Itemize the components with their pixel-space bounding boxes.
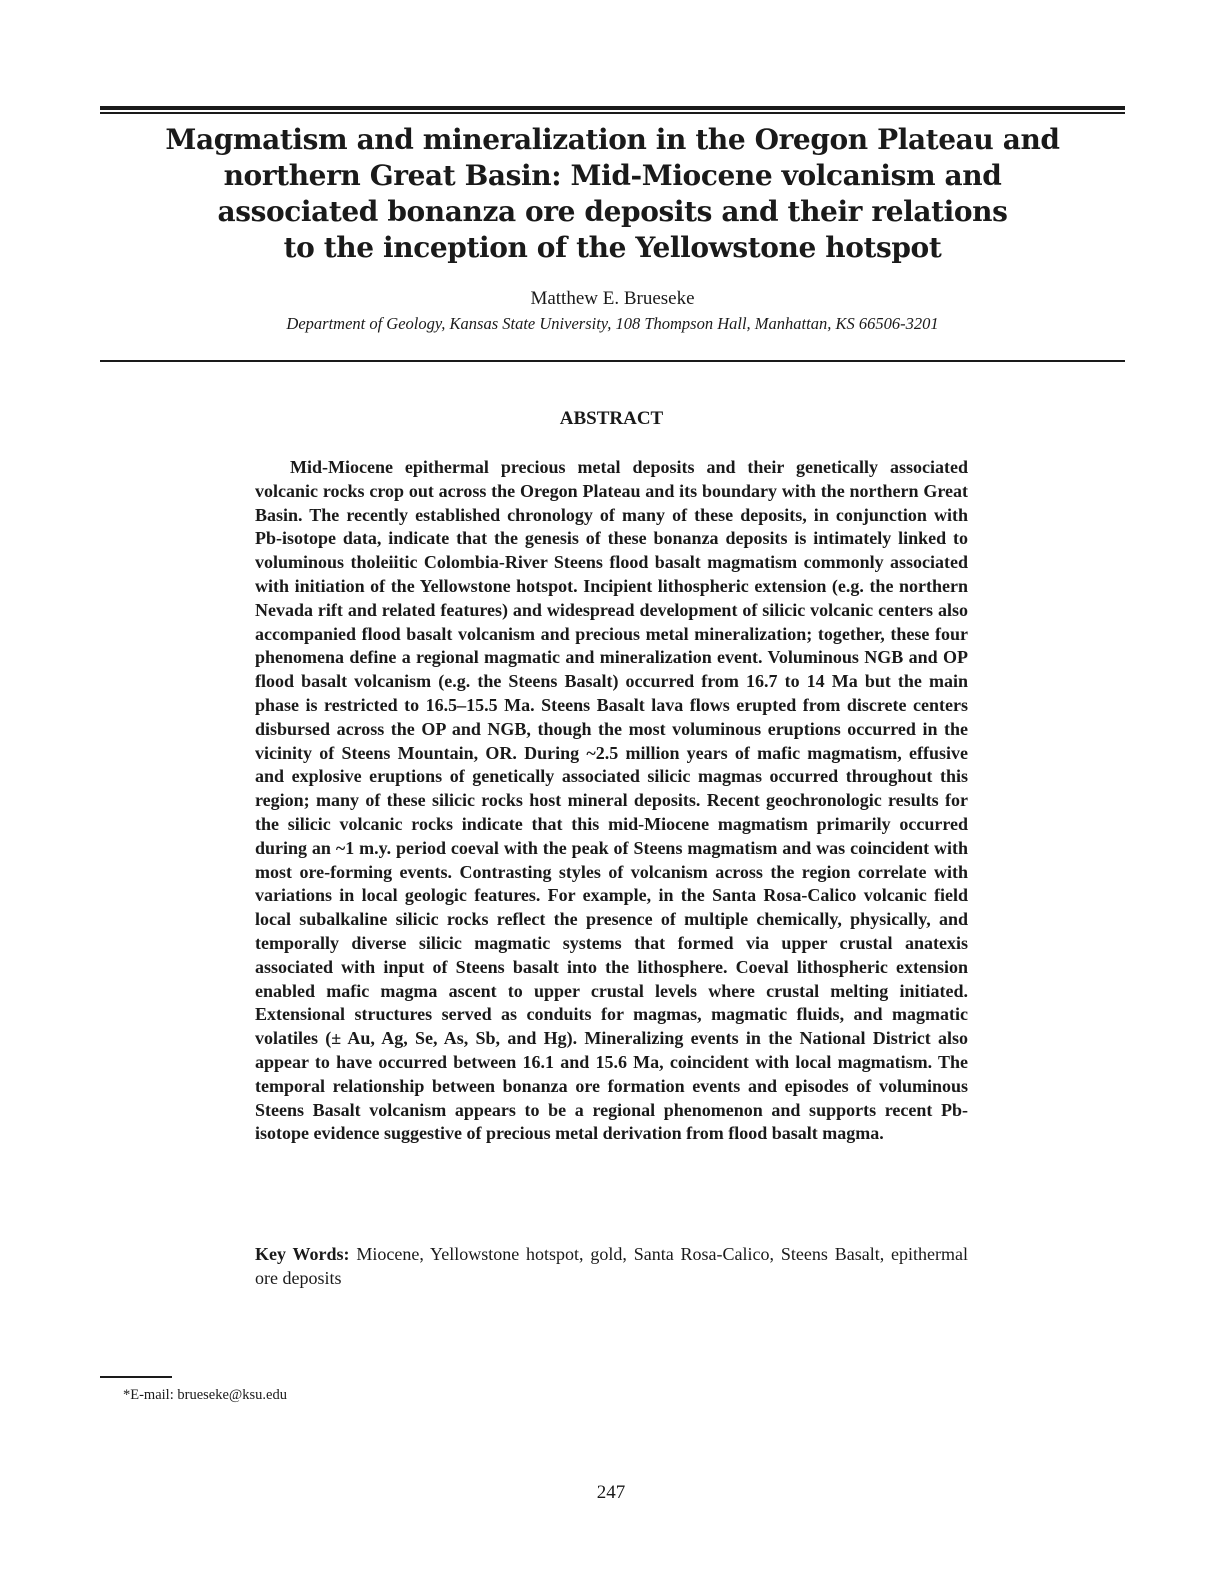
keywords-label: Key Words: [255, 1244, 350, 1264]
author-affiliation: Department of Geology, Kansas State University, 108 Thompson Hall, Manhattan, KS 66506-3201 [286, 314, 939, 333]
page-number: 247 [596, 1482, 626, 1503]
author-name: Matthew E. Brueseke [530, 288, 695, 309]
title-line-4: to the inception of the Yellowstone hotspot [283, 231, 942, 264]
abstract-heading: ABSTRACT [559, 408, 664, 429]
abstract-text: Mid-Miocene epithermal precious metal deposits and their genetically associated volcanic rocks crop out across the Oregon Plateau and its boundary with the northern Great Basin. The recently established chronology of many of these deposits, in conjunction with Pb-isotope data, indicate that the genesis of these bonanza deposits is intimately linked to voluminous tholeiitic Colombia-River Steens flood basalt magmatism commonly associated with initiation of the Yellowstone hotspot. Incipient lithospheric extension (e.g. the northern Nevada rift and related features) and widespread development of silicic volcanic centers also accompanied flood basalt volcanism and precious metal mineralization; together, these four phenomena define a regional magmatic and mineralization event. Voluminous NGB and OP flood basalt volcanism (e.g. the Steens Basalt) occurred from 16.7 to 14 Ma but the main phase is restricted to 16.5–15.5 Ma. Steens Basalt lava flows erupted from discrete centers disbursed across the OP and NGB, though the most voluminous eruptions occurred in the vicinity of Steens Mountain, OR. During ~2.5 million years of mafic magmatism, effusive and explosive eruptions of genetically associated silicic magmas occurred throughout this region; many of these silicic rocks host mineral deposits. Recent geochronologic results for the silicic volcanic rocks indicate that this mid-Miocene magmatism primarily occurred during an ~1 m.y. period coeval with the peak of Steens magmatism and was coincident with most ore-forming events. Contrasting styles of volcanism across the region correlate with variations in local geologic features. For example, in the Santa Rosa-Calico volcanic field local subalkaline silicic rocks reflect the presence of multiple chemically, physically, and temporally diverse silicic magmatic systems that formed via upper crustal anatexis associated with input of Steens basalt into the lithosphere. Coeval lithospheric extension enabled mafic magma ascent to upper crustal levels where crustal melting initiated. Extensional structures served as conduits for magmas, magmatic fluids, and magmatic volatiles (± Au, Ag, Se, As, Sb, and Hg). Mineralizing events in the National District also appear to have occurred between 16.1 and 15.6 Ma, coincident with local magmatism. The temporal relationship between bonanza ore formation events and episodes of voluminous Steens Basalt volcanism appears to be a regional phenomenon and supports recent Pb-isotope evidence suggestive of precious metal derivation from flood basalt magma. [255, 457, 968, 1144]
header-bottom-rule [100, 360, 1125, 362]
title-line-2: northern Great Basin: Mid-Miocene volcanism and [223, 159, 1002, 192]
title-line-3: associated bonanza ore deposits and their relations [217, 195, 1008, 228]
keywords-text: Miocene, Yellowstone hotspot, gold, Santa Rosa-Calico, Steens Basalt, epithermal ore deposits [255, 1244, 969, 1288]
footnote-email: *E-mail: brueseke@ksu.edu [123, 1387, 287, 1403]
keywords [255, 1242, 968, 1290]
title-line-1: Magmatism and mineralization in the Oregon Plateau and [165, 123, 1060, 156]
paper-title [100, 122, 1125, 266]
header-rule-thin [100, 112, 1125, 114]
header-rule-thick [100, 106, 1125, 110]
footnote-rule [100, 1376, 172, 1378]
